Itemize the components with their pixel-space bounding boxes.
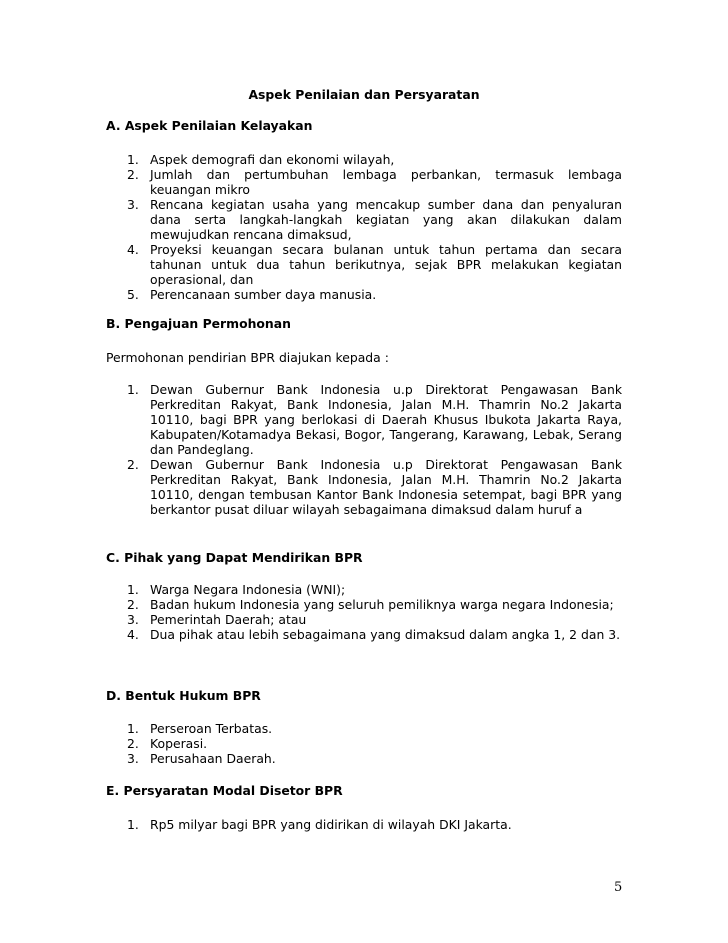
section-d-heading: D. Bentuk Hukum BPR [106, 688, 261, 703]
list-item: 3. Perusahaan Daerah. [127, 751, 276, 766]
list-item: 2. Dewan Gubernur Bank Indonesia u.p Direktorat Pengawasan Bank Perkreditan Rakyat, Bank Indonesia, Jalan M.H. Thamrin No.2 Jakarta 10110, dengan tembusan Kantor Bank Indonesia setempat, bagi BPR yang berkantor pusat diluar wilayah sebagaimana dimaksud dalam huruf a [127, 457, 622, 517]
document-title: Aspek Penilaian dan Persyaratan [248, 87, 480, 102]
section-c-list [106, 582, 622, 642]
section-a-list [106, 152, 622, 302]
list-item: 1. Rp5 milyar bagi BPR yang didirikan di wilayah DKI Jakarta. [127, 817, 512, 832]
section-c-heading: C. Pihak yang Dapat Mendirikan BPR [106, 550, 363, 565]
list-item: 5. Perencanaan sumber daya manusia. [127, 287, 377, 302]
section-d-list [106, 721, 622, 766]
section-b-list [106, 382, 622, 517]
page-number: 5 [614, 880, 623, 895]
section-b-heading: B. Pengajuan Permohonan [106, 316, 291, 331]
list-item: 2. Koperasi. [127, 736, 208, 751]
list-item: 4. Proyeksi keuangan secara bulanan untuk tahun pertama dan secara tahunan untuk dua tahun berikutnya, sejak BPR melakukan kegiatan operasional, dan [127, 242, 622, 287]
section-b-intro: Permohonan pendirian BPR diajukan kepada : [106, 350, 389, 365]
list-item: 1. Perseroan Terbatas. [127, 721, 273, 736]
list-item: 2. Badan hukum Indonesia yang seluruh pemiliknya warga negara Indonesia; [127, 597, 614, 612]
list-item: 4. Dua pihak atau lebih sebagaimana yang dimaksud dalam angka 1, 2 dan 3. [127, 627, 621, 642]
list-item: 1. Dewan Gubernur Bank Indonesia u.p Direktorat Pengawasan Bank Perkreditan Rakyat, Bank Indonesia, Jalan M.H. Thamrin No.2 Jakarta 10110, bagi BPR yang berlokasi di Daerah Khusus Ibukota Jakarta Raya, Kabupaten/Kotamadya Bekasi, Bogor, Tangerang, Karawang, Lebak, Serang dan Pandeglang. [127, 382, 622, 457]
list-item: 2. Jumlah dan pertumbuhan lembaga perbankan, termasuk lembaga keuangan mikro [127, 167, 622, 197]
list-item: 1. Warga Negara Indonesia (WNI); [127, 582, 346, 597]
section-a-heading: A. Aspek Penilaian Kelayakan [106, 118, 313, 133]
list-item: 3. Rencana kegiatan usaha yang mencakup sumber dana dan penyaluran dana serta langkah-langkah kegiatan yang akan dilakukan dalam mewujudkan rencana dimaksud, [127, 197, 622, 242]
section-e-list [106, 817, 622, 832]
list-item: 3. Pemerintah Daerah; atau [127, 612, 307, 627]
list-item: 1. Aspek demografi dan ekonomi wilayah, [127, 152, 395, 167]
section-e-heading: E. Persyaratan Modal Disetor BPR [106, 783, 343, 798]
